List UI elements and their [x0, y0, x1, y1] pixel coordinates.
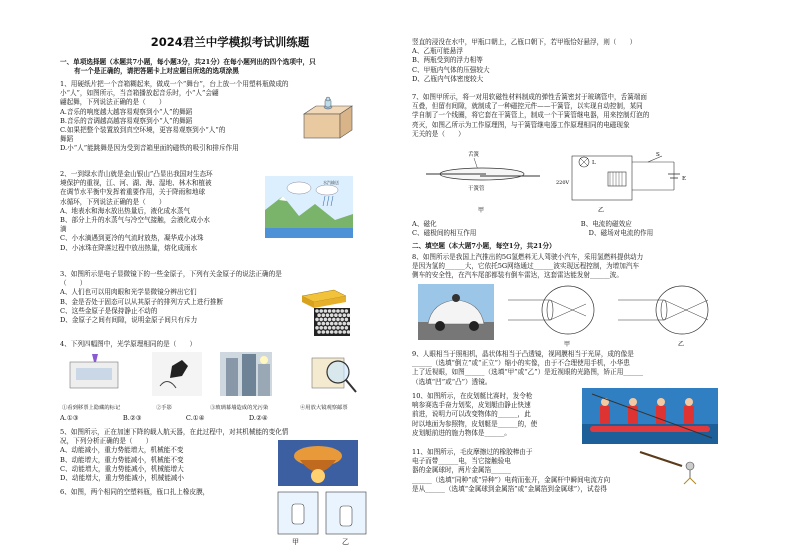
gold-atom — [319, 309, 323, 313]
q2-option-c[interactable]: C、小水滴遇到更冷的气流时放热，凝华成小冰珠 — [60, 234, 204, 243]
gold-atom — [334, 313, 338, 317]
section2-heading: 二、填空题（本大题7小题，每空1分，共21分） — [412, 242, 556, 250]
question-11: 11、如图所示，毛皮摩擦过的橡胶棒由于 电子而带______电，当它接触验电 器的金属球时，两片金属箔______ ______（选填“同种”或“异种”）电荷而张开，金属杆中瞬间电流方向 是从______（选填“金属球到金属箔”或“金属箔到金属球”），试卷得 — [412, 448, 611, 493]
gold-atom — [328, 326, 332, 330]
q4-option-c[interactable]: C.①④ — [185, 414, 205, 422]
q1-option-b[interactable]: B.音乐的音调越高越容易观察到小“人”的舞蹈 — [60, 116, 193, 125]
gold-atom — [324, 326, 328, 330]
q1-option-d[interactable]: D.小“人”能跳舞是因为受到音箱里面的磁铁的吸引和排斥作用 — [60, 144, 239, 153]
gold-atom — [330, 330, 334, 334]
gold-atom — [326, 322, 330, 326]
svg-text:水汽输送: 水汽输送 — [323, 180, 339, 185]
svg-text:干簧管: 干簧管 — [468, 186, 485, 192]
gold-atom — [324, 309, 328, 313]
q3-option-a[interactable]: A、人们也可以用肉眼和光学显微镜分辨出它们 — [60, 288, 197, 297]
question-10: 10、如图所示，在皮划艇比赛时，发令枪 响参赛选手奋力划桨，皮划艇由静止快速 前进，说明力可以改变物体的______，此 时以地面为参照物，皮划艇是______的，使 皮划艇前进的施力物体是______。 — [412, 392, 538, 437]
question-4: 4、下列四幅图中，光学原理相同的是（ ） — [60, 340, 197, 348]
gold-atom — [340, 318, 344, 322]
q6-label-jia: 甲 — [292, 538, 299, 546]
gold-atom — [343, 322, 347, 326]
gold-atom — [340, 326, 344, 330]
q5-option-c[interactable]: C、动能增大，重力势能减小，机械能增大 — [60, 464, 184, 473]
section1-heading: 一、单项选择题（本题共7小题，每小题3分，共21分）在每小题列出的四个选项中，只 有一个是正确的，请把答题卡上对应题目所选的选项涂黑 — [60, 58, 316, 76]
gold-atom — [340, 309, 344, 313]
water-cycle-figure — [265, 176, 353, 238]
reed-switch-figure — [422, 146, 722, 216]
gold-atoms-figure — [296, 286, 354, 338]
gold-atom — [336, 326, 340, 330]
q7-option-c[interactable]: C、磁极间的相互作用 — [412, 229, 477, 237]
question-6: 6、如图，两个相同的空塑料瓶，瓶口扎上橡皮膜， — [60, 488, 210, 496]
gold-atom — [336, 309, 340, 313]
gold-atom — [317, 330, 321, 334]
gold-atom — [319, 318, 323, 322]
svg-text:甲: 甲 — [564, 341, 571, 348]
q7-options-row-2 — [412, 229, 653, 238]
gold-atom — [334, 330, 338, 334]
svg-text:S: S — [656, 152, 660, 158]
gold-atom — [338, 313, 342, 317]
gold-atom — [330, 322, 334, 326]
q4-figure-4-magnifier — [308, 352, 360, 400]
q7-option-d[interactable]: D、磁场对电流的作用 — [588, 229, 654, 237]
gold-atom — [328, 309, 332, 313]
question-2: 2、一到绿水青山就是金山银山”凸显出我国对生态环 境保护的重视，江、河、湖、海、湿地、林木和植被 在调节水平衡中发挥着重要作用，关于降雨和地球 水循环，下列说法正确的是（ ） A、地表水和海水放出热量后，液化成水蒸气 B、部分上升的水蒸气与冷空气接触，会液化成小水 滴 C、小水滴遇到更冷的气流时放热，凝华成小冰珠 D、小冰珠在降落过程中放出热量，熔化成雨水 — [60, 170, 213, 252]
question-7: 7、如图甲所示，将一对用软磁性材料制成的弹性舌簧密封于玻璃管中，舌簧端面 互叠，但留有间隙，就制成了一种磁控元件——干簧管，以实现自动控制，某同 学自制了一个线圈，将它套在干簧管上，制成一个干簧管继电器，用来控制灯泡的 亮灭，如图乙所示为工作原理图，与干簧管继电器工作原理相同的电磁现象 无关的是（ ） — [412, 93, 650, 138]
gold-atom — [315, 309, 319, 313]
gold-atom — [332, 318, 336, 322]
q4-caption-2: ②手影 — [156, 405, 172, 411]
q3-option-b[interactable]: B、金是否处于固态可以从其原子的排列方式上进行推断 — [60, 297, 224, 306]
q4-options — [60, 414, 350, 423]
kayak-race-figure — [582, 388, 718, 444]
gold-atom — [328, 318, 332, 322]
gold-atom — [317, 313, 321, 317]
q3-option-d[interactable]: D、金原子之间有间隙，说明金原子间只有斥力 — [60, 316, 198, 325]
electroscope-figure — [632, 446, 712, 486]
gold-atom — [322, 313, 326, 317]
q5-option-d[interactable]: D、动能增大，重力势能减小，机械能减小 — [60, 474, 184, 483]
q2-option-d[interactable]: D、小冰珠在降落过程中放出热量，熔化成雨水 — [60, 243, 198, 252]
question-8: 8、如图所示是我国上汽推出的5G氢燃料无人驾驶小汽车，采用氢燃料提供动力 是因为氢的______大，它依托5G网络通过______波实现远程控制，为增加汽车 侧车的安全性，在汽车尾部都装有倒车雷达，这套雷达能发射______波。 — [412, 253, 644, 280]
gold-atom — [315, 318, 319, 322]
two-bottles-figure — [274, 488, 370, 536]
question-5: 5、如图所示，正在加速下降的载人航天器，在此过程中，对其机械能的变化情 况，下列分析正确的是（ ） A、动能减小，重力势能增大，机械能不变 B、动能增大，重力势能减小，机械能不变 C、动能增大，重力势能减小，机械能增大 D、动能增大，重力势能减小，机械能减小 — [60, 428, 289, 483]
question-9: 9、人眼相当于照相机，晶状体相当于凸透镜，视网膜相当于光屏，成的像是 ______（选填“倒立”或“正立”）缩小的实像，由于不合理使用手机，小华患 上了近视眼，如图______（选填“甲”或“乙”）是近视眼的光路图，矫正用______ （选填“凹”或“凸”）透镜。 — [412, 350, 644, 386]
q4-option-a[interactable]: A.①③ — [60, 414, 79, 422]
gold-atom — [345, 309, 349, 313]
gold-atom — [322, 322, 326, 326]
gold-atom — [336, 318, 340, 322]
left-column — [60, 0, 400, 550]
page-title: 2024君兰中学模拟考试训练题 — [150, 35, 310, 49]
q4-figure-3-glass-wall — [220, 352, 272, 400]
spacecraft-figure — [278, 440, 358, 486]
svg-text:220V: 220V — [556, 180, 570, 186]
q1-option-a[interactable]: A.音乐的响度越大越容易观察到小“人”的舞蹈 — [60, 107, 193, 116]
q7-option-a[interactable]: A、磁化 — [412, 220, 437, 228]
gold-atom — [332, 309, 336, 313]
q4-caption-3: ③玻璃幕墙造成的光污染 — [210, 405, 269, 411]
q6-label-yi: 乙 — [342, 538, 349, 546]
gold-atom — [347, 330, 351, 334]
svg-text:舌簧: 舌簧 — [468, 152, 480, 158]
q4-caption-4: ④用放大镜观察邮票 — [300, 405, 348, 411]
q2-option-b[interactable]: B、部分上升的水蒸气与冷空气接触，会液化成小水 — [60, 216, 210, 225]
gold-atom — [345, 318, 349, 322]
svg-text:E: E — [682, 176, 687, 182]
gold-atom — [315, 326, 319, 330]
gold-atom — [347, 313, 351, 317]
svg-text:L: L — [592, 160, 596, 166]
svg-text:甲: 甲 — [478, 207, 485, 214]
gold-atom — [319, 326, 323, 330]
gold-atom — [347, 322, 351, 326]
question-6-continued: 竖直的浸没在水中，甲瓶口朝上，乙瓶口朝下，若甲瓶恰好悬浮，则（ ） A、乙瓶可能悬浮 B、两瓶受到的浮力相等 C、甲瓶内气体的压强较大 D、乙瓶内气体密度较大 — [412, 38, 637, 83]
gold-atom — [322, 330, 326, 334]
gold-atom — [343, 330, 347, 334]
q6-option-c[interactable]: C、甲瓶内气体的压强较大 — [412, 65, 490, 74]
gold-atom — [317, 322, 321, 326]
q2-option-a[interactable]: A、地表水和海水放出热量后，液化成水蒸气 — [60, 206, 191, 215]
gold-atom — [326, 330, 330, 334]
right-column — [412, 0, 742, 550]
gold-atom — [334, 322, 338, 326]
gold-atom — [343, 313, 347, 317]
q4-option-d[interactable]: D.②④ — [248, 414, 268, 422]
q6-option-b[interactable]: B、两瓶受到的浮力相等 — [412, 56, 483, 65]
svg-text:乙: 乙 — [598, 207, 605, 214]
gold-atom — [338, 330, 342, 334]
q4-figure-1 — [66, 352, 124, 400]
q7-option-b[interactable]: B、电流的磁效应 — [580, 220, 632, 228]
q4-option-b[interactable]: B.②③ — [122, 414, 142, 422]
gold-atom — [324, 318, 328, 322]
question-3: 3、如图所示是电子显微镜下的一些金原子，下列有关金原子的说法正确的是 （ ） A、人们也可以用肉眼和光学显微镜分辨出它们 B、金是否处于固态可以从其原子的排列方式上进行推断 C、这些金原子是保持静止不动的 D、金原子之间有间隙，说明金原子间只有斥力 — [60, 270, 282, 325]
gold-atom — [330, 313, 334, 317]
q3-option-c[interactable]: C、这些金原子是保持静止不动的 — [60, 306, 158, 315]
q4-caption-1: ①看到移票上隐藏的标记 — [62, 405, 121, 411]
gold-atom — [338, 322, 342, 326]
svg-text:乙: 乙 — [678, 341, 685, 348]
car-and-eye-figure — [418, 284, 734, 348]
gold-atom — [345, 326, 349, 330]
question-1: 1、用硬纸片把一个音箱糊起来，做成一个“舞台”，台上放一个用塑料瓶做成的 小“人”，如图所示，当音箱播放起音乐时，小“人”会翩 翩起舞，下列说法正确的是（ ） A.音乐的响度越大越容易观察到小“人”的舞蹈 B.音乐的音调越高越容易观察到小“人”的舞蹈 C.如果把整个装置放到真空环境，更容易观察到小“人”的 舞蹈 D.小“人”能跳舞是因为受到音箱里面的磁铁的吸引和排斥作用 — [60, 80, 289, 153]
q4-figure-2-hand-shadow — [152, 352, 202, 400]
q6-option-d[interactable]: D、乙瓶内气体密度较大 — [412, 74, 484, 83]
q5-option-b[interactable]: B、动能增大，重力势能减小，机械能不变 — [60, 455, 184, 464]
q5-option-a[interactable]: A、动能减小，重力势能增大，机械能不变 — [60, 446, 184, 455]
q1-option-c[interactable]: C.如果把整个装置放到真空环境，更容易观察到小“人”的 — [60, 126, 226, 135]
gold-atom — [332, 326, 336, 330]
gold-atom — [326, 313, 330, 317]
q7-options-row-1 — [412, 220, 632, 229]
speaker-stage-figure — [300, 96, 356, 140]
q6-option-a[interactable]: A、乙瓶可能悬浮 — [412, 47, 463, 56]
